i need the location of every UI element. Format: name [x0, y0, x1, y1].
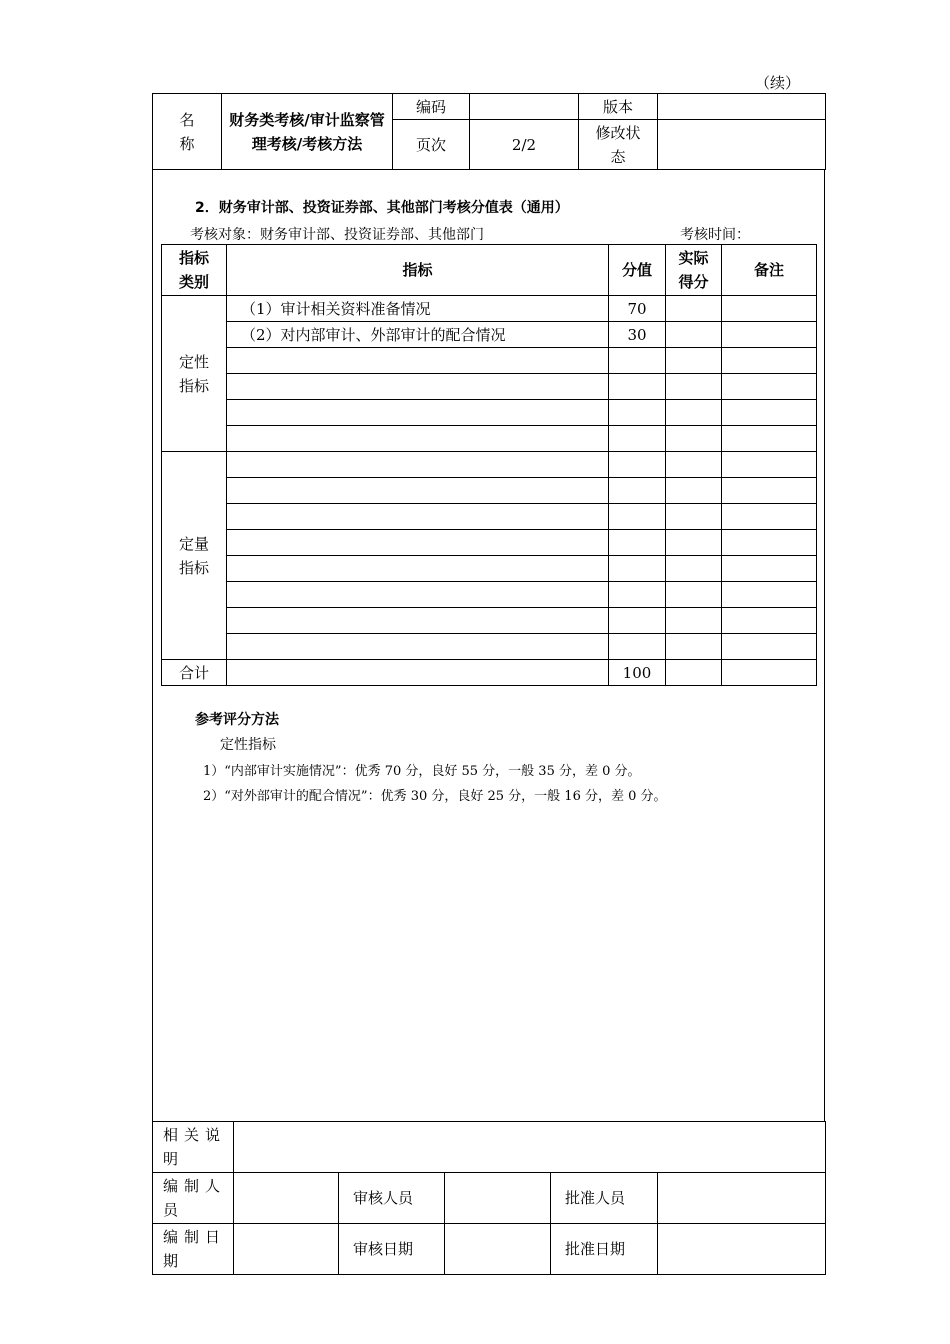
quantitative-remark-cell	[722, 530, 817, 556]
approve-date-label: 批准日期	[551, 1224, 658, 1275]
qualitative-category: 定性指标	[162, 296, 227, 452]
quantitative-indicator-cell	[227, 478, 609, 504]
qualitative-remark-cell	[722, 296, 817, 322]
col-remark: 备注	[722, 245, 817, 296]
review-date-label: 审核日期	[339, 1224, 445, 1275]
col-score: 分值	[609, 245, 666, 296]
related-value	[234, 1122, 826, 1173]
qualitative-score-cell	[609, 400, 666, 426]
author-value	[234, 1173, 339, 1224]
assessment-time: 考核时间：	[680, 227, 750, 243]
qualitative-indicator-cell	[227, 374, 609, 400]
code-value	[470, 94, 579, 120]
table-row	[162, 322, 817, 348]
qualitative-score-cell	[609, 348, 666, 374]
reference-subtitle: 定性指标	[220, 737, 276, 753]
reviewer-value	[445, 1173, 551, 1224]
name-label: 名 称	[153, 94, 222, 170]
score-table	[161, 244, 817, 686]
approver-value	[658, 1173, 826, 1224]
table-row	[162, 582, 817, 608]
total-actual	[666, 660, 722, 686]
section-title: 2．财务审计部、投资证券部、其他部门考核分值表（通用）	[195, 200, 569, 216]
table-row	[162, 556, 817, 582]
qualitative-score-cell	[609, 374, 666, 400]
approver-label: 批准人员	[551, 1173, 658, 1224]
quantitative-score-cell	[609, 452, 666, 478]
qualitative-indicator-cell: （1）审计相关资料准备情况	[227, 296, 609, 322]
qualitative-score-cell	[609, 426, 666, 452]
quantitative-actual-cell	[666, 634, 722, 660]
qualitative-actual-cell	[666, 296, 722, 322]
quantitative-actual-cell	[666, 530, 722, 556]
col-actual: 实际得分	[666, 245, 722, 296]
rule-2: 2）“对外部审计的配合情况”：优秀 30 分，良好 25 分，一般 16 分，差 0 分。	[203, 789, 667, 804]
col-category: 指标类别	[162, 245, 227, 296]
qualitative-actual-cell	[666, 374, 722, 400]
qualitative-score-cell: 30	[609, 322, 666, 348]
continued-mark: （续）	[754, 74, 800, 92]
total-score: 100	[609, 660, 666, 686]
col-indicator: 指标	[227, 245, 609, 296]
quantitative-remark-cell	[722, 634, 817, 660]
quantitative-indicator-cell	[227, 608, 609, 634]
table-row	[162, 608, 817, 634]
qualitative-actual-cell	[666, 426, 722, 452]
code-label: 编码	[393, 94, 470, 120]
quantitative-score-cell	[609, 504, 666, 530]
qualitative-indicator-cell	[227, 348, 609, 374]
qualitative-actual-cell	[666, 400, 722, 426]
qualitative-remark-cell	[722, 322, 817, 348]
reference-title: 参考评分方法	[195, 712, 279, 728]
quantitative-remark-cell	[722, 478, 817, 504]
quantitative-actual-cell	[666, 504, 722, 530]
related-label: 相关说明	[153, 1122, 234, 1173]
table-row	[162, 530, 817, 556]
table-row	[162, 478, 817, 504]
page-value: 2/2	[470, 120, 579, 170]
quantitative-actual-cell	[666, 608, 722, 634]
page-label: 页次	[393, 120, 470, 170]
quantitative-indicator-cell	[227, 504, 609, 530]
date-label: 编制日期	[153, 1224, 234, 1275]
qualitative-indicator-cell: （2）对内部审计、外部审计的配合情况	[227, 322, 609, 348]
quantitative-indicator-cell	[227, 634, 609, 660]
table-row	[162, 504, 817, 530]
quantitative-score-cell	[609, 608, 666, 634]
qualitative-indicator-cell	[227, 400, 609, 426]
table-row	[162, 400, 817, 426]
version-label: 版本	[579, 94, 658, 120]
footer-table	[152, 1121, 826, 1275]
qualitative-remark-cell	[722, 374, 817, 400]
quantitative-actual-cell	[666, 582, 722, 608]
table-row	[162, 634, 817, 660]
quantitative-actual-cell	[666, 478, 722, 504]
quantitative-category: 定量指标	[162, 452, 227, 660]
quantitative-indicator-cell	[227, 582, 609, 608]
table-row	[162, 426, 817, 452]
quantitative-remark-cell	[722, 556, 817, 582]
qualitative-remark-cell	[722, 426, 817, 452]
qualitative-indicator-cell	[227, 426, 609, 452]
quantitative-remark-cell	[722, 582, 817, 608]
header-table	[152, 93, 826, 170]
table-row	[162, 348, 817, 374]
quantitative-actual-cell	[666, 452, 722, 478]
qualitative-remark-cell	[722, 348, 817, 374]
quantitative-indicator-cell	[227, 452, 609, 478]
qualitative-score-cell: 70	[609, 296, 666, 322]
qualitative-actual-cell	[666, 348, 722, 374]
reviewer-label: 审核人员	[339, 1173, 445, 1224]
quantitative-score-cell	[609, 582, 666, 608]
rule-1: 1）“内部审计实施情况”：优秀 70 分，良好 55 分，一般 35 分，差 0 分。	[203, 764, 641, 779]
quantitative-remark-cell	[722, 452, 817, 478]
table-row	[162, 374, 817, 400]
quantitative-score-cell	[609, 478, 666, 504]
qualitative-remark-cell	[722, 400, 817, 426]
quantitative-score-cell	[609, 634, 666, 660]
quantitative-indicator-cell	[227, 556, 609, 582]
approve-date-value	[658, 1224, 826, 1275]
quantitative-score-cell	[609, 530, 666, 556]
review-date-value	[445, 1224, 551, 1275]
table-row	[162, 296, 817, 322]
author-label: 编制人员	[153, 1173, 234, 1224]
total-label: 合计	[162, 660, 227, 686]
total-remark	[722, 660, 817, 686]
doc-title: 财务类考核/审计监察管理考核/考核方法	[222, 94, 393, 170]
revision-value	[658, 120, 826, 170]
version-value	[658, 94, 826, 120]
total-indicator	[227, 660, 609, 686]
quantitative-score-cell	[609, 556, 666, 582]
assessment-target: 考核对象：财务审计部、投资证券部、其他部门	[190, 227, 484, 243]
date-value	[234, 1224, 339, 1275]
quantitative-remark-cell	[722, 504, 817, 530]
qualitative-actual-cell	[666, 322, 722, 348]
quantitative-indicator-cell	[227, 530, 609, 556]
revision-label: 修改状态	[579, 120, 658, 170]
table-row	[162, 452, 817, 478]
quantitative-remark-cell	[722, 608, 817, 634]
quantitative-actual-cell	[666, 556, 722, 582]
